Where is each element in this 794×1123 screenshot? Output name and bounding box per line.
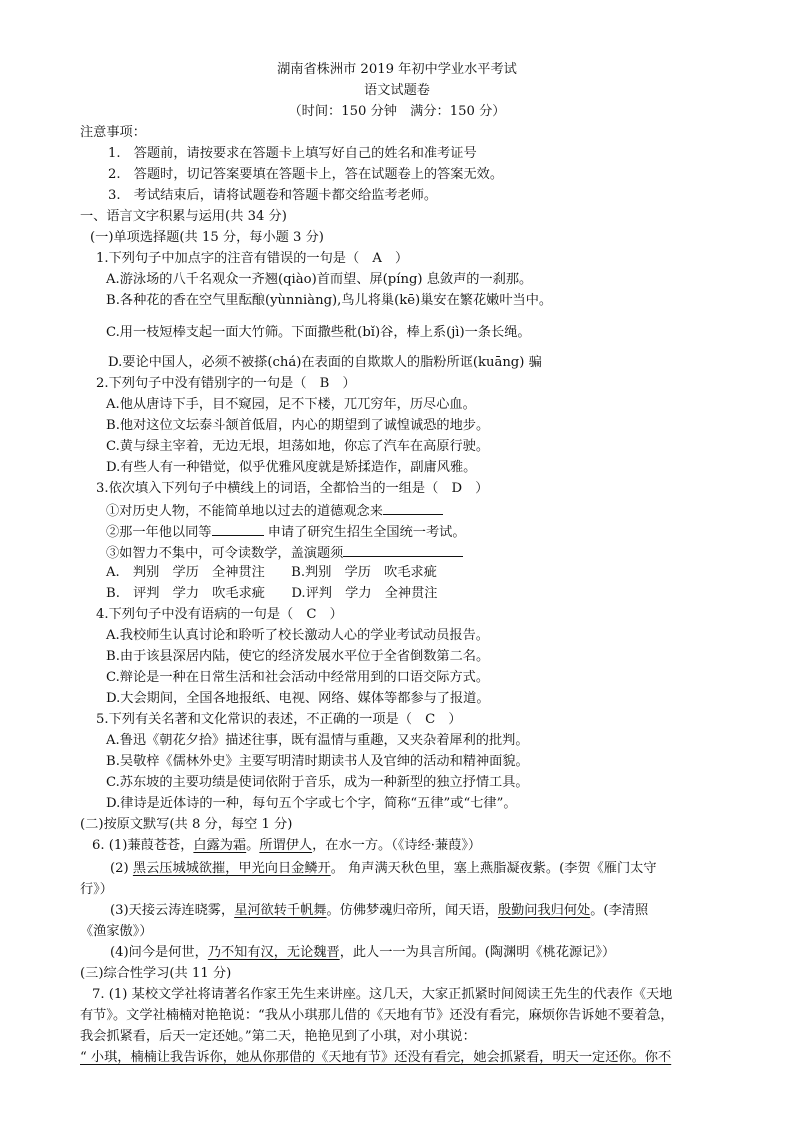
text: (3)天接云涛连晓雾，: [110, 903, 235, 918]
text: 。: [246, 838, 260, 853]
text: ，此人一一为具言所闻。(陶渊明《桃花源记》）: [339, 945, 616, 960]
option-a: A.他从唐诗下手，目不窥园，足不下楼，兀兀穷年，历尽心血。: [106, 397, 476, 412]
text: (4)问今是何世，: [110, 945, 208, 960]
recite-line-1: [92, 836, 481, 856]
option-d: D.有些人有一种错觉，似乎优雅风度就是矫揉造作，副庸风雅。: [106, 460, 477, 475]
fill-blank: [212, 521, 264, 536]
sentence-1: [106, 500, 443, 522]
option-c: C.辩论是一种在日常生活和社会活动中经常用到的口语交际方式。: [106, 670, 490, 685]
sentence-2-text-b: 申请了研究生招生全国统一考试。: [267, 525, 466, 540]
option-a: A.我校师生认真讨论和聆听了校长激动人心的学业考试动员报告。: [106, 628, 489, 643]
option-a: A.游泳场的八千名观众一齐翘(qiào)首而望、屏(píng) 息敛声的一刹那。: [106, 272, 533, 287]
sentence-3: [106, 542, 463, 564]
passage-line: 7. (1) 某校文学社将请著名作家王先生来讲座。这几天，大家正抓紧时间阅读王先生的代表作《天地: [92, 987, 673, 1002]
notice-item: 3. 考试结束后，请将试题卷和答题卡都交给监考老师。: [108, 188, 438, 203]
option-c: C.黄与绿主宰着，无边无垠，坦荡如地，你忘了汽车在高原行驶。: [106, 439, 490, 454]
recite-line-4: [110, 943, 615, 963]
recite-line-3: [110, 901, 648, 921]
option-b: B.各种花的香在空气里酝酿(yùnniàng),鸟儿将巢(kē)巢安在繁花嫩叶当中。: [106, 293, 553, 308]
answer: 黑云压城城欲摧，甲光向日金鳞开: [132, 861, 331, 876]
answer: 所谓伊人: [259, 838, 313, 853]
sentence-2-text-a: ②那一年他以同等: [106, 525, 212, 540]
option-c: C.用一枝短棒支起一面大竹筛。下面撒些秕(bǐ)谷，棒上系(jì)一条长绳。: [106, 325, 531, 340]
text: 。仿佛梦魂归帝所，闻天语，: [326, 903, 498, 918]
answer: 殷勤问我归何处: [497, 903, 591, 918]
exam-subtitle: 语文试题卷: [364, 83, 430, 98]
answer: 白露为霜: [193, 838, 247, 853]
option-d: D.大会期间，全国各地报纸、电视、网络、媒体等都参与了报道。: [106, 691, 490, 706]
answer: 星河欲转千帆舞: [234, 903, 327, 918]
notice-item: 2. 答题时，切记答案要填在答题卡上，答在试题卷上的答案无效。: [108, 167, 504, 182]
option-d: D.要论中国人，必须不被搽(chá)在表面的自欺欺人的脂粉所诓(kuāng) 骗: [108, 355, 542, 370]
passage-line: 有节》。文学社楠楠对艳艳说：“我从小琪那儿借的《天地有节》还没有看完，麻烦你告诉她不要着急，: [80, 1008, 674, 1023]
part-heading: (一)单项选择题(共 15 分，每小题 3 分): [90, 230, 324, 245]
option-b: B.由于该县深居内陆，使它的经济发展水平位于全省倒数第二名。: [106, 649, 490, 664]
text: 。(李清照: [590, 903, 649, 918]
notice-heading: 注意事项：: [80, 125, 146, 140]
question-stem: 5.下列有关名著和文化常识的表述，不正确的一项是（ C ）: [96, 712, 462, 727]
question-stem: 4.下列句子中没有语病的一句是（ C ）: [96, 607, 343, 622]
text: 6. (1)蒹葭苍苍，: [92, 838, 194, 853]
section-heading: 一、语言文字积累与运用(共 34 分): [80, 209, 287, 224]
sentence-1-text: ①对历史人物，不能简单地以过去的道德观念来: [106, 504, 383, 519]
fill-blank: [343, 542, 463, 557]
text: ，在水一方。（《诗经·蒹葭》）: [312, 838, 482, 853]
passage-line-answer: “ 小琪，楠楠让我告诉你，她从你那借的《天地有节》还没有看完，她会抓紧看，明天一定还你。你不: [80, 1050, 672, 1065]
sentence-2: [106, 521, 466, 543]
fill-blank: [383, 500, 443, 515]
text: (2): [110, 861, 129, 876]
question-stem: 1.下列句子中加点字的注音有错误的一句是（ A ）: [96, 251, 409, 266]
option-b: B.吴敬梓《儒林外史》主要写明清时期读书人及官绅的活动和精神面貌。: [106, 754, 529, 769]
exam-title: 湖南省株洲市 2019 年初中学业水平考试: [277, 62, 517, 77]
answer: 乃不知有汉，无论魏晋: [207, 945, 340, 960]
option-d: D.律诗是近体诗的一种，每句五个字或七个字，简称“五律”或“七律”。: [106, 796, 517, 811]
recite-line-3-cont: 《渔家傲》）: [80, 924, 153, 939]
part-heading: (三)综合性学习(共 11 分): [80, 966, 232, 981]
option-c: C.苏东坡的主要功绩是使词依附于音乐，成为一种新型的独立抒情工具。: [106, 775, 529, 790]
question-stem: 2.下列句子中没有错别字的一句是（ B ）: [96, 376, 356, 391]
option-b: B.他对这位文坛泰斗颔首低眉，内心的期望到了诚惶诚恐的地步。: [106, 418, 490, 433]
part-heading: (二)按原文默写(共 8 分，每空 1 分): [80, 817, 293, 832]
exam-time-info: （时间：150 分钟 满分：150 分）: [288, 104, 506, 119]
question-stem: 3.依次填入下列句子中横线上的词语，全都恰当的一组是（ D ）: [96, 481, 489, 496]
sentence-3-text: ③如智力不集中，可令读数学，盖演题须: [106, 546, 344, 561]
option-a: A.鲁迅《朝花夕拾》描述往事，既有温情与重趣，又夹杂着犀利的批判。: [106, 733, 529, 748]
options-row: A. 判别 学历 全神贯注 B.判别 学历 吹毛求疵: [106, 565, 437, 580]
notice-item: 1. 答题前，请按要求在答题卡上填写好自己的姓名和准考证号: [108, 146, 477, 161]
options-row: B. 评判 学力 吹毛求疵 D.评判 学力 全神贯注: [106, 586, 438, 601]
text: 。 角声满天秋色里，塞上燕脂凝夜紫。(李贺《雁门太守: [330, 861, 657, 876]
recite-line-2: [110, 859, 657, 879]
passage-line: 我会抓紧看，后天一定还她。”第二天，艳艳见到了小琪，对小琪说：: [80, 1029, 476, 1044]
recite-line-2-cont: 行》）: [80, 882, 113, 897]
